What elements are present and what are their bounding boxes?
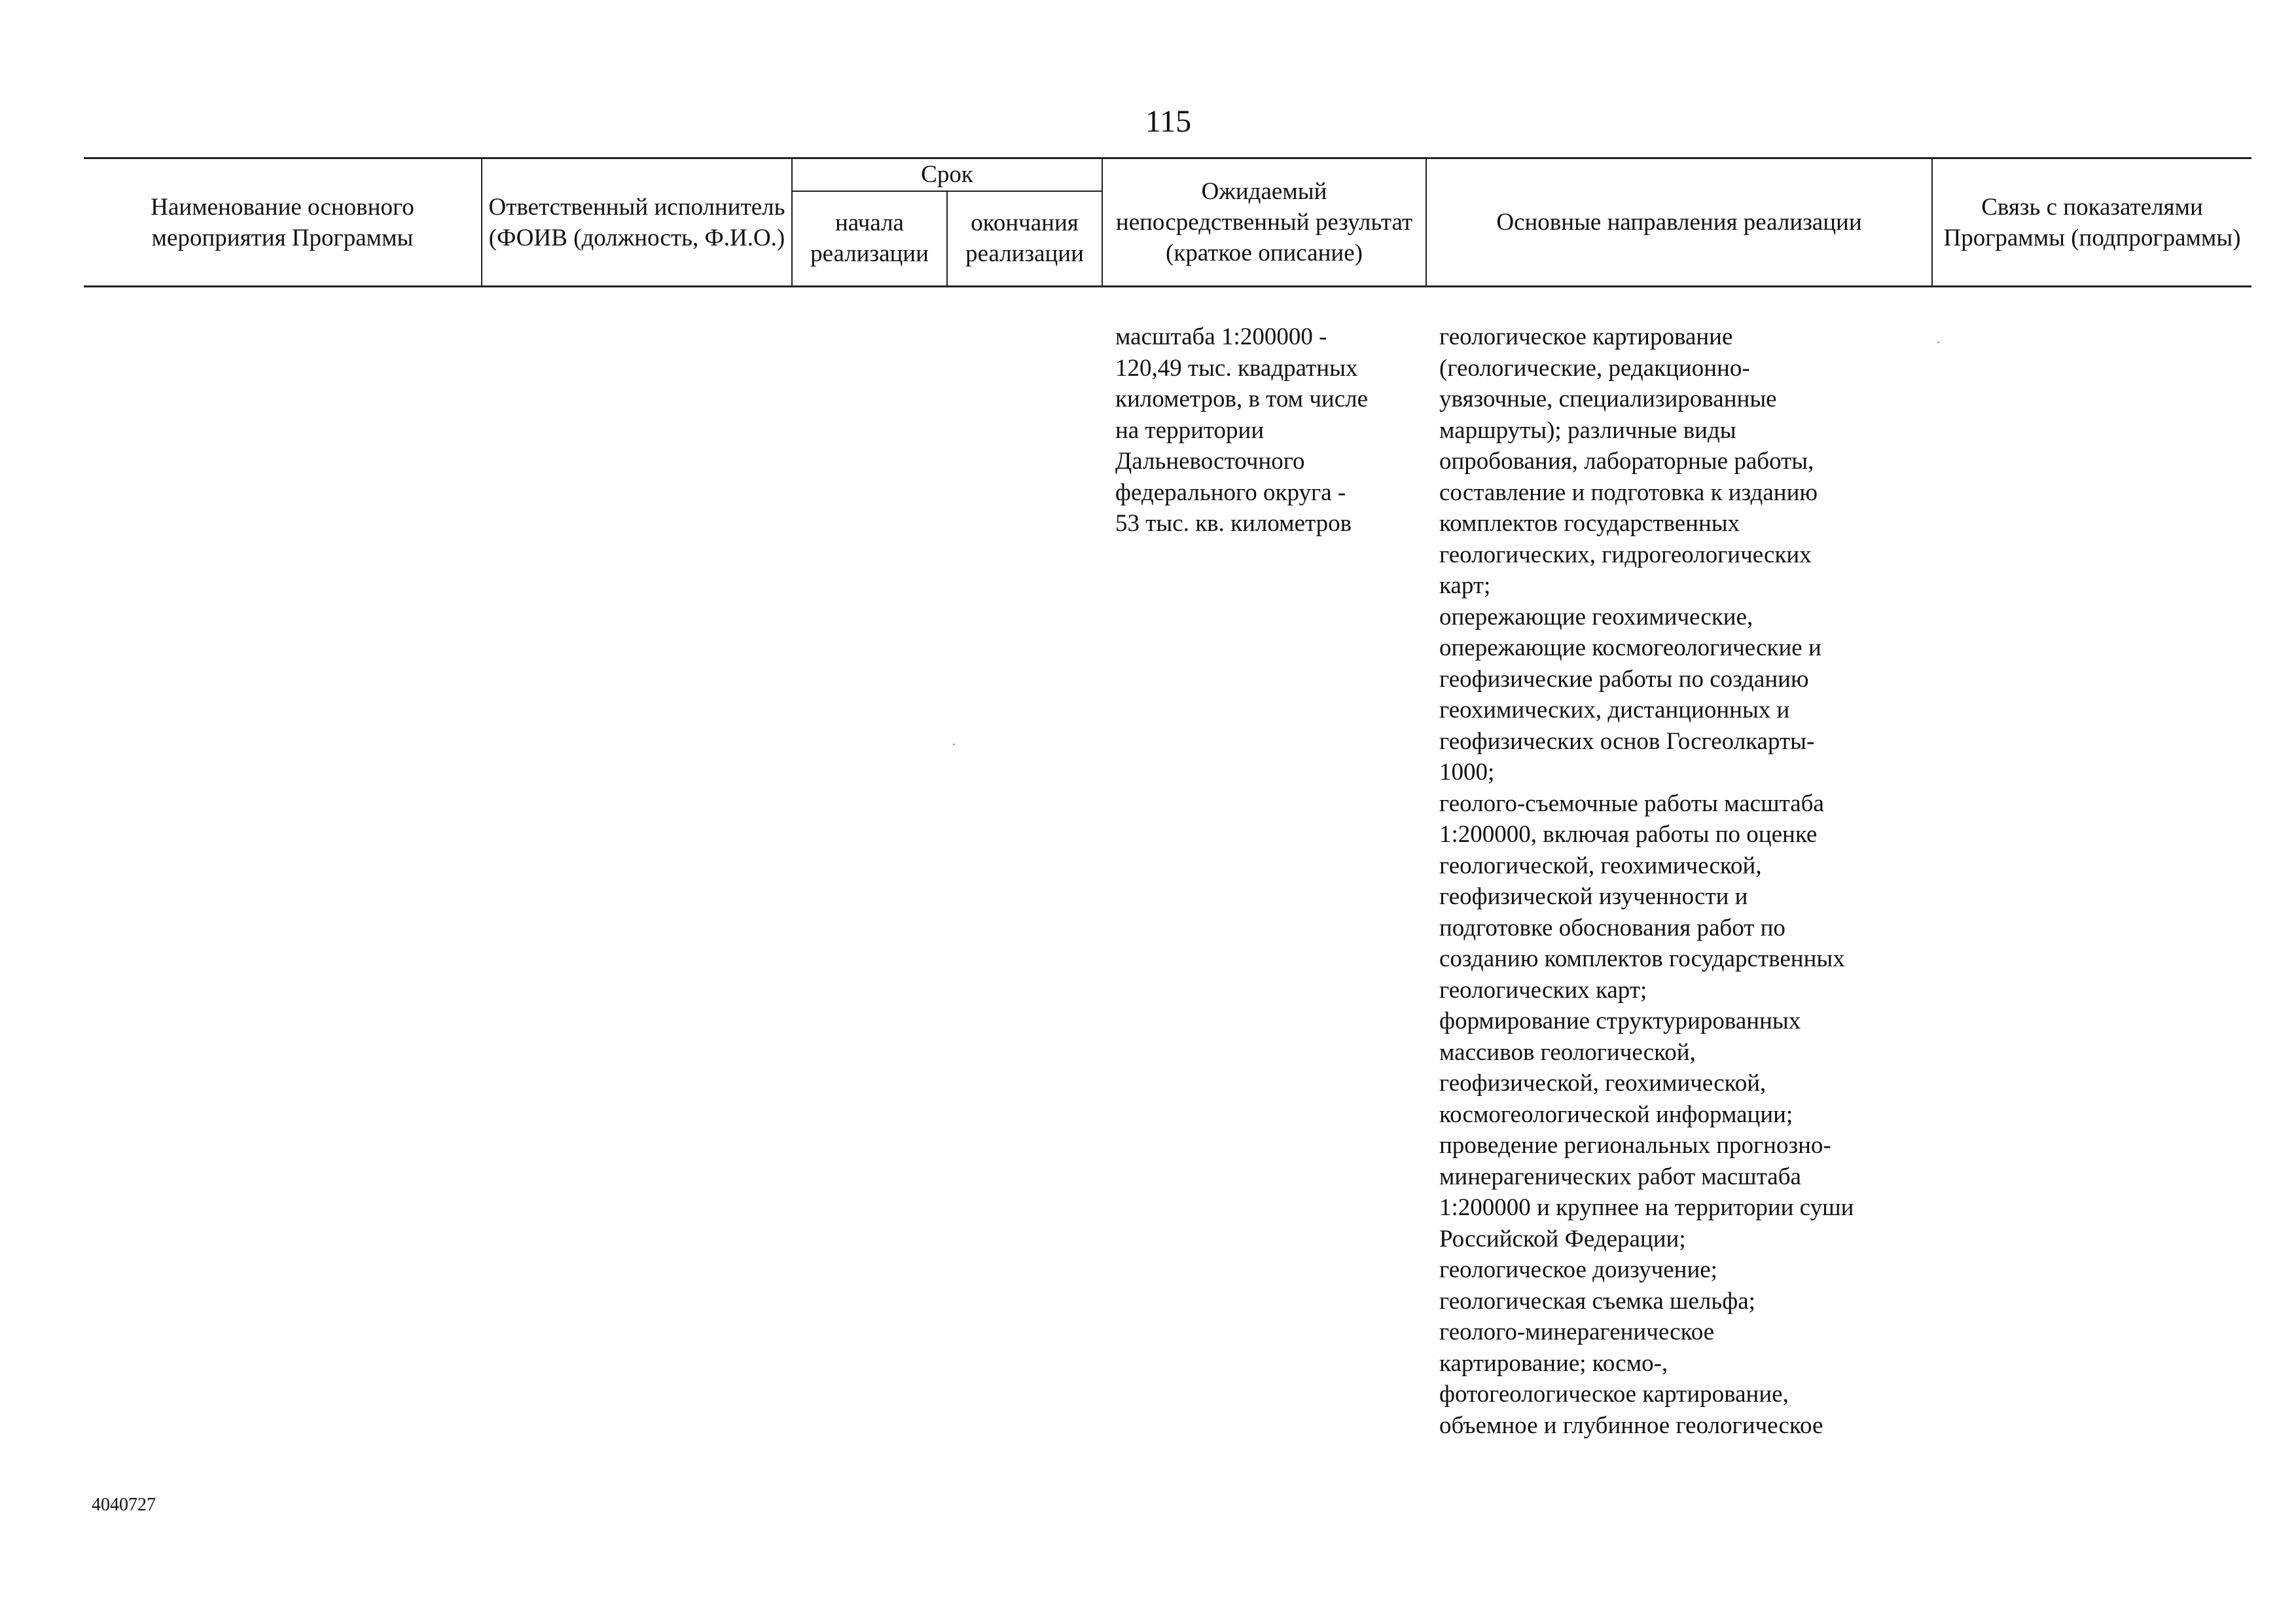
scan-speck bbox=[953, 744, 955, 745]
cell-responsible-executor bbox=[482, 287, 792, 1442]
header-term: Срок bbox=[792, 158, 1102, 191]
table-body bbox=[84, 287, 2251, 1442]
header-activity-name: Наименование основного мероприятия Программы bbox=[84, 158, 482, 287]
page-number: 115 bbox=[1145, 104, 1192, 139]
document-code: 4040727 bbox=[92, 1495, 156, 1515]
expected-result-text: масштаба 1:200000 - 120,49 тыс. квадратных километров, в том числе на территории Дальневосточного федерального округа - 53 тыс. кв. километров bbox=[1115, 323, 1369, 537]
programme-table-container bbox=[84, 157, 2251, 1441]
header-responsible-executor: Ответственный исполнитель (ФОИВ (должность, Ф.И.О.) bbox=[482, 158, 792, 287]
programme-activities-table bbox=[84, 157, 2251, 1441]
header-term-start: начала реализации bbox=[792, 191, 947, 287]
table-header bbox=[84, 158, 2251, 287]
header-term-end: окончания реализации bbox=[947, 191, 1102, 287]
header-main-directions: Основные направления реализации bbox=[1426, 158, 1932, 287]
cell-main-directions bbox=[1426, 287, 1932, 1442]
cell-term-end bbox=[947, 287, 1102, 1442]
header-indicator-link: Связь с показателями Программы (подпрограммы) bbox=[1932, 158, 2251, 287]
cell-indicator-link bbox=[1932, 287, 2251, 1442]
table-row bbox=[84, 287, 2251, 1442]
header-expected-result: Ожидаемый непосредственный результат (краткое описание) bbox=[1102, 158, 1426, 287]
scan-speck bbox=[1937, 342, 1939, 343]
main-directions-text: геологическое картирование (геологические, редакционно- увязочные, специализированные маршруты); различные виды опробования, лабораторные работы, составление и подготовка к изданию комплектов государственных геологических, гидрогеологических карт; опережающие геохимические, опережающие космогеологические и геофизические работы по созданию геохимических, дистанционных и геофизических основ Госгеолкарты- 1000; геолого-съемочные работы масштаба 1:200000, включая работы по оценке геологической, геохимической, геофизической изученности и подготовке обоснования работ по созданию комплектов государственных геологических карт; формирование структурированных массивов геологической, геофизической, геохимической, космогеологической информации; проведение региональных прогнозно- минерагенических работ масштаба 1:200000 и крупнее на территории суши Российской Федерации; геологическое доизучение; геологическая съемка шельфа; геолого-минерагеническое картирование; космо-, фотогеологическое картирование, объемное и глубинное геологическое bbox=[1439, 323, 1854, 1439]
cell-term-start bbox=[792, 287, 947, 1442]
cell-expected-result bbox=[1102, 287, 1426, 1442]
cell-activity-name bbox=[84, 287, 482, 1442]
